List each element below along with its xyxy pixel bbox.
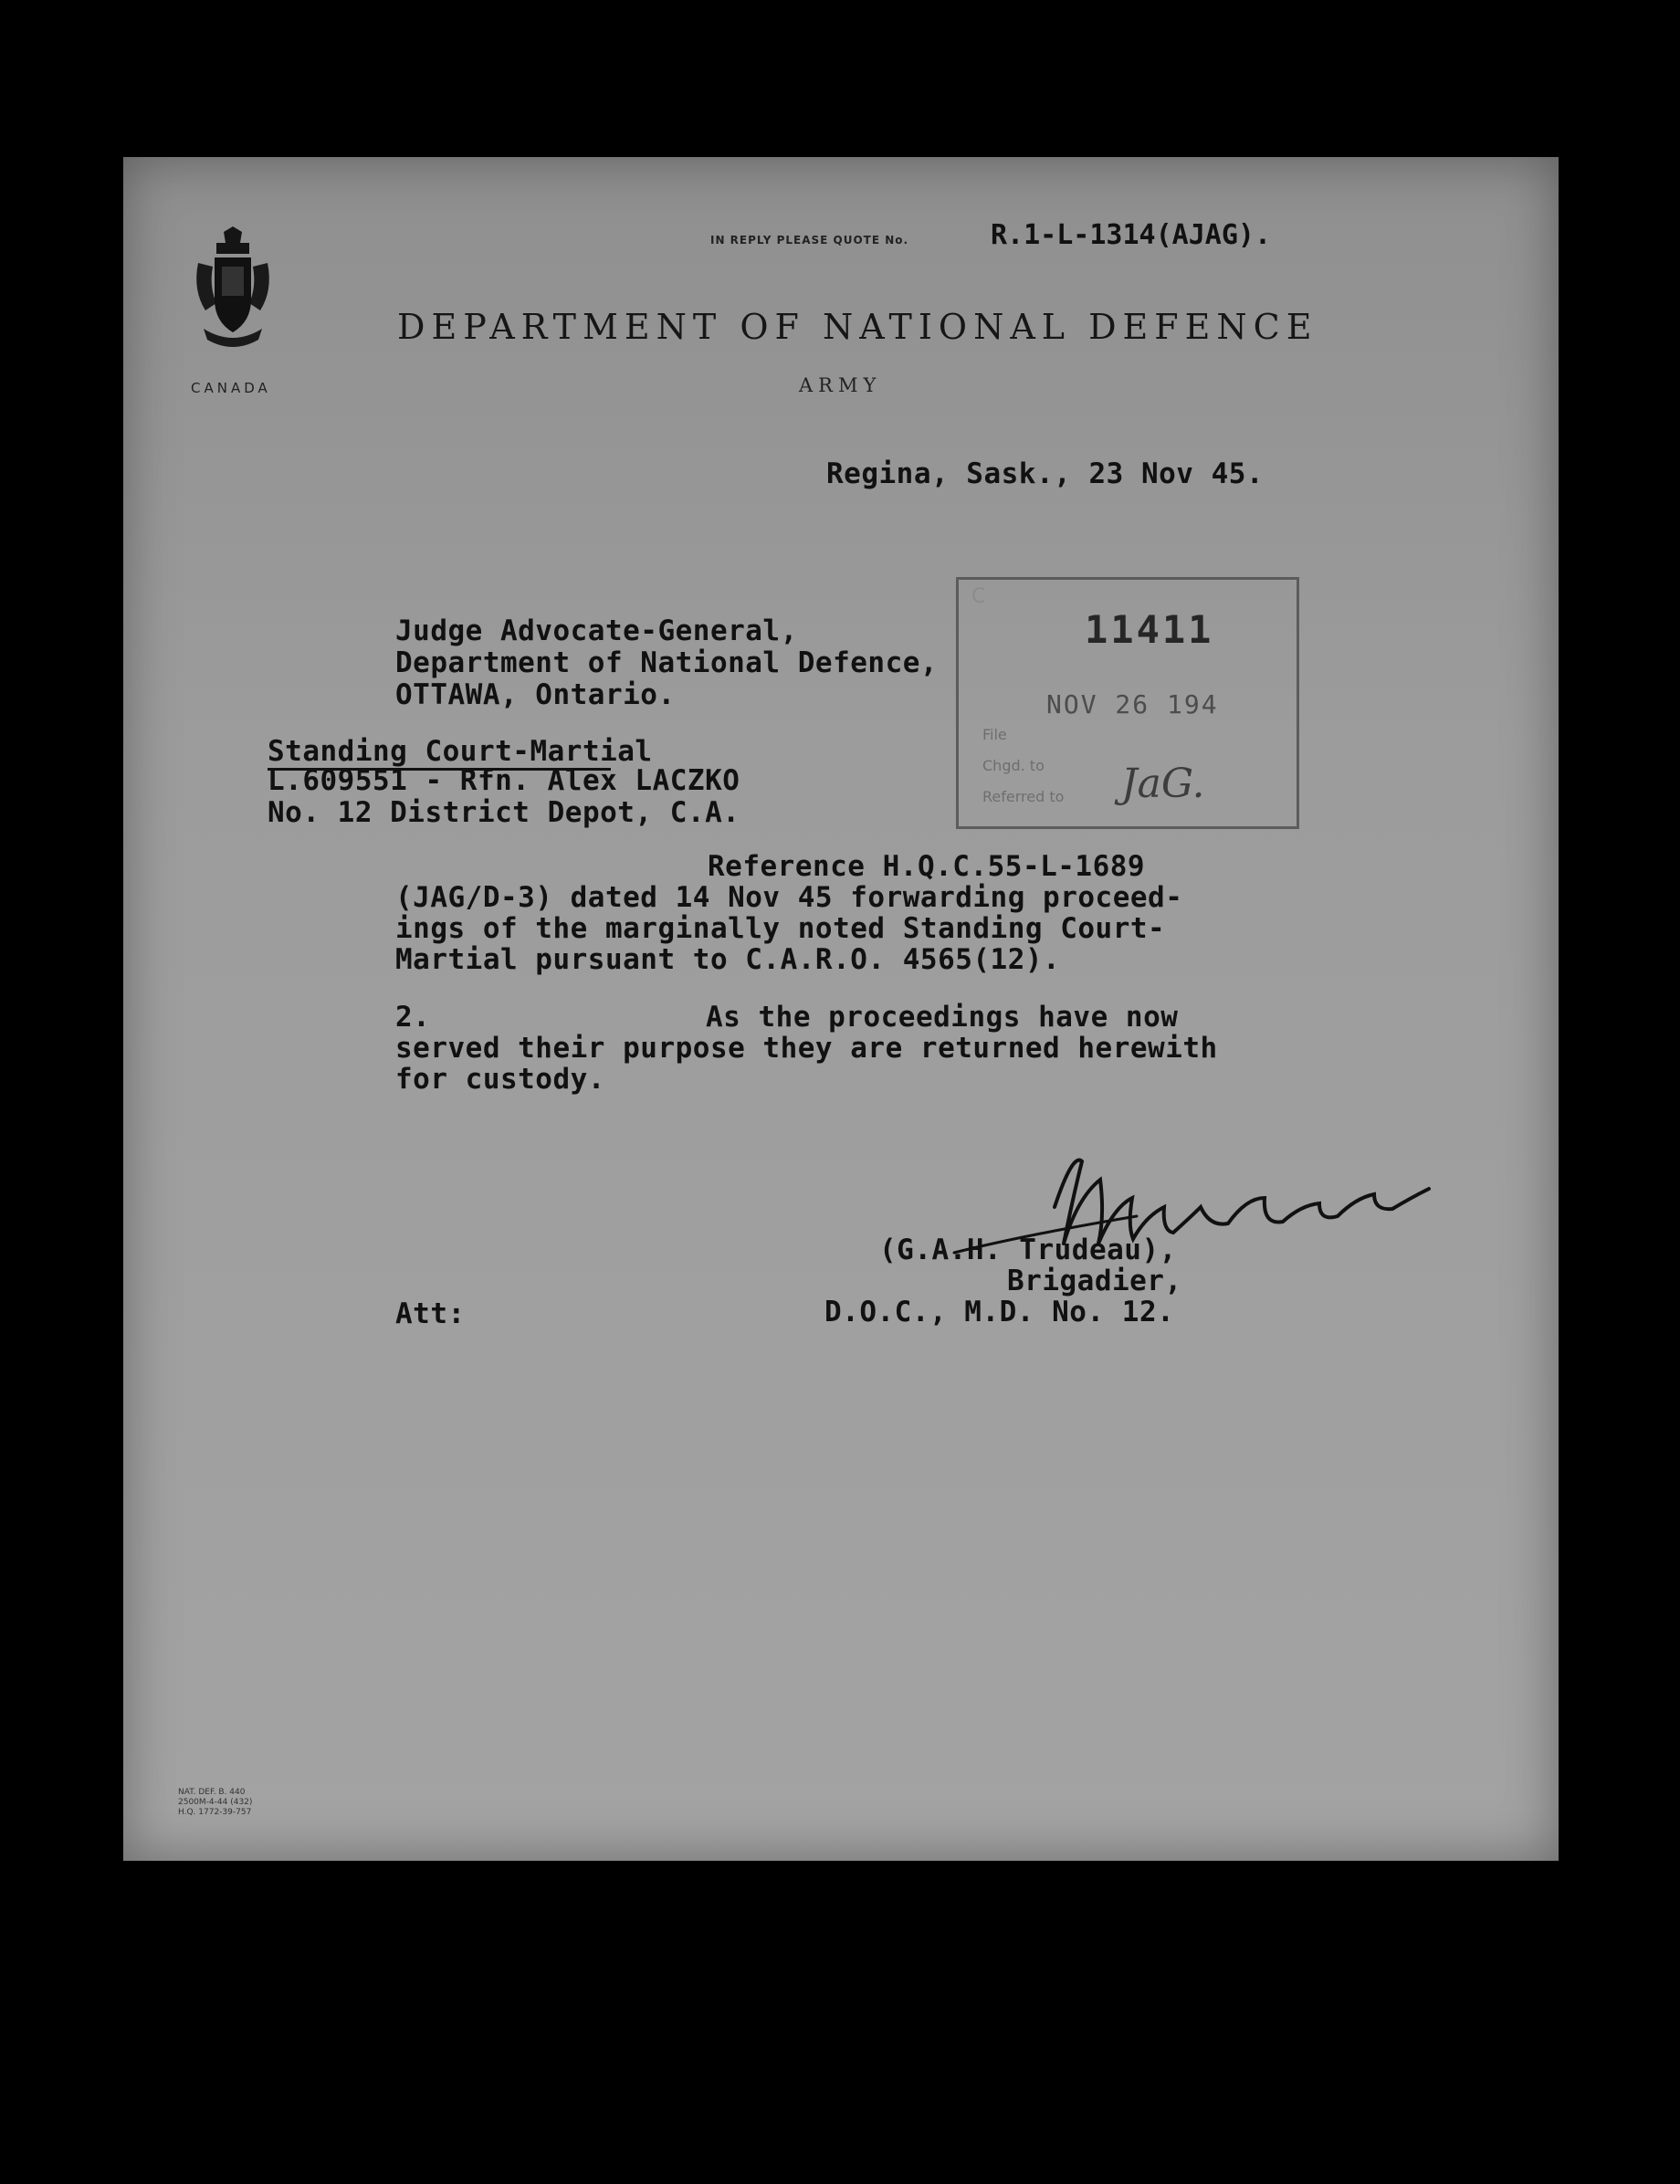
addressee-line-2: Department of National Defence, (395, 646, 939, 679)
canada-crest-icon (189, 226, 277, 354)
para1-line-1: Reference H.Q.C.55-L-1689 (708, 850, 1146, 883)
stamp-referred-value: JaG. (1121, 761, 1205, 807)
form-code-line-2: 2500M-4-44 (432) (178, 1798, 253, 1807)
reply-quote-label: IN REPLY PLEASE QUOTE No. (710, 234, 909, 247)
signatory-name: (G.A.H. Trudeau), (879, 1234, 1177, 1266)
form-code (178, 1788, 252, 1818)
signatory-rank: Brigadier, (1007, 1265, 1182, 1297)
stamp-number: 11411 (1085, 607, 1214, 652)
para2-number: 2. (395, 1001, 431, 1034)
para1-line-4: Martial pursuant to C.A.R.O. 4565(12). (395, 943, 1061, 976)
stamp-header: C (971, 585, 988, 608)
stamp-date: NOV 26 194 (1046, 689, 1219, 719)
form-code-line-3: H.Q. 1772-39-757 (178, 1808, 252, 1817)
para1-line-2: (JAG/D-3) dated 14 Nov 45 forwarding proceed- (395, 881, 1183, 914)
para1-line-3: ings of the marginally noted Standing Court- (395, 912, 1166, 945)
subject-line-2: L.609551 - Rfn. Alex LACZKO (268, 764, 740, 797)
stamp-referred-label: Referred to (982, 788, 1065, 805)
dateline: Regina, Sask., 23 Nov 45. (826, 457, 1265, 490)
att-label: Att: (395, 1297, 466, 1330)
para2-line-3: for custody. (395, 1063, 605, 1096)
crest-caption: CANADA (191, 380, 271, 396)
reply-quote-number: R.1-L-1314(AJAG). (991, 219, 1272, 251)
department-heading: DEPARTMENT OF NATIONAL DEFENCE (397, 307, 1318, 347)
addressee-line-3: OTTAWA, Ontario. (395, 678, 676, 711)
stamp-chgd-label: Chgd. to (982, 757, 1045, 774)
signatory-office: D.O.C., M.D. No. 12. (824, 1296, 1175, 1328)
form-code-line-1: NAT. DEF. B. 440 (178, 1788, 246, 1797)
stamp-file-label: File (982, 726, 1007, 743)
para2-line-2: served their purpose they are returned herewith (395, 1032, 1218, 1065)
subject-line-3: No. 12 District Depot, C.A. (268, 796, 740, 829)
subject-line-1: Standing Court-Martial (268, 735, 653, 768)
received-stamp (956, 577, 1299, 829)
letter-page (123, 157, 1559, 1861)
addressee-line-1: Judge Advocate-General, (395, 614, 798, 647)
para2-line-1: As the proceedings have now (706, 1001, 1179, 1034)
army-heading: ARMY (799, 374, 882, 396)
